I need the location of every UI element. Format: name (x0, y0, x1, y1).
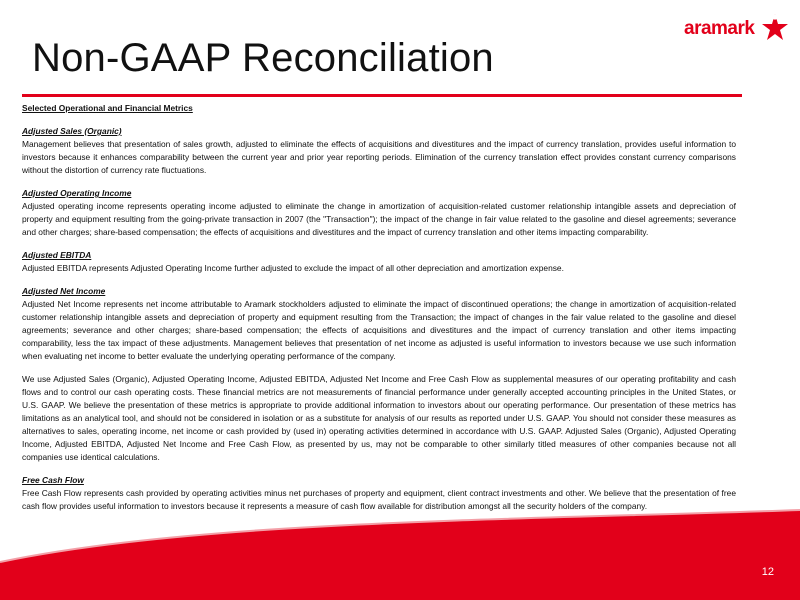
block-heading-adjusted-operating-income: Adjusted Operating Income (22, 188, 132, 198)
block-body-free-cash-flow: Free Cash Flow represents cash provided by operating activities minus net purchases of property and equipment, client contract investments and other. We believe that the presentation of free cash flow provides useful information to investors because it represents a measure of cash flow available for distribution amongst all the security holders of the company. (22, 488, 736, 511)
footer-swoosh (0, 500, 800, 600)
summary-paragraph: We use Adjusted Sales (Organic), Adjusted Operating Income, Adjusted EBITDA, Adjusted Net Income and Free Cash Flow as supplemental measures of our operating profitability and cash flows and to control our cash operating costs. These financial metrics are not measurements of financial performance under generally accepted accounting principles in the United States, or U.S. GAAP. We believe the presentation of these metrics is appropriate to provide additional information to investors about our operating performance. Our presentation of these metrics has limitations as an analytical tool, and should not be considered in isolation or as a substitute for analysis of our results as reported under U.S. GAAP. You should not consider these measures as alternatives to sales, operating income, net income or cash provided by (used in) operating activities determined in accordance with U.S. GAAP. Adjusted Sales (Organic), Adjusted Operating Income, Adjusted EBITDA, Adjusted Net Income and Free Cash Flow, as presented by us, may not be comparable to other similarly titled measures of other companies because not all companies use identical calculations. (22, 374, 736, 462)
logo-wordmark: aramark (684, 18, 755, 39)
block-heading-adjusted-ebitda: Adjusted EBITDA (22, 250, 92, 260)
block-body-adjusted-net-income: Adjusted Net Income represents net income attributable to Aramark stockholders adjusted to eliminate the impact of discontinued operations; the change in amortization of acquisition-related customer relationship intangible assets and depreciation of property and equipment resulting from the Transaction; the impact of changes in the fair value related to the gasoline and diesel agreements; severance and other charges; share-based compensation; the effects of acquisitions and divestitures and the impact of currency translation and other items impacting comparability, less the tax impact of these adjustments. Management believes that presentation of net income as adjusted is useful information to investors because we use such information when evaluating net income to better evaluate the underlying operating performance of the company. (22, 299, 736, 361)
aramark-logo (684, 12, 790, 52)
block-body-adjusted-ebitda: Adjusted EBITDA represents Adjusted Operating Income further adjusted to exclude the impact of all other depreciation and amortization expense. (22, 263, 564, 273)
block-body-adjusted-operating-income: Adjusted operating income represents operating income adjusted to eliminate the change in amortization of acquisition-related customer relationship intangible assets and depreciation of property and equipment resulting from the going-private transaction in 2007 (the "Transaction"); the impact of the change in fair value related to the gasoline and diesel agreements; severance and other charges; share-based compensation; the effects of acquisitions and divestitures and the impact of currency translation and other items impacting comparability. (22, 201, 736, 237)
page-number: 12 (761, 566, 774, 578)
block-body-adjusted-sales: Management believes that presentation of sales growth, adjusted to eliminate the effects of acquisitions and divestitures and the impact of currency translation, provides useful information to investors because it enhances comparability between the current year and prior year reporting periods. Elimination of the currency translation effect provides constant currency comparisons without the distortion of currency rate fluctuations. (22, 139, 736, 175)
star-figure-icon (760, 12, 790, 48)
content-area (22, 102, 736, 513)
block-heading-adjusted-net-income: Adjusted Net Income (22, 286, 106, 296)
section-heading: Selected Operational and Financial Metrics (22, 103, 193, 113)
page-title: Non-GAAP Reconciliation (32, 36, 494, 80)
block-heading-free-cash-flow: Free Cash Flow (22, 475, 84, 485)
block-heading-adjusted-sales: Adjusted Sales (Organic) (22, 126, 122, 136)
title-divider (22, 94, 742, 97)
